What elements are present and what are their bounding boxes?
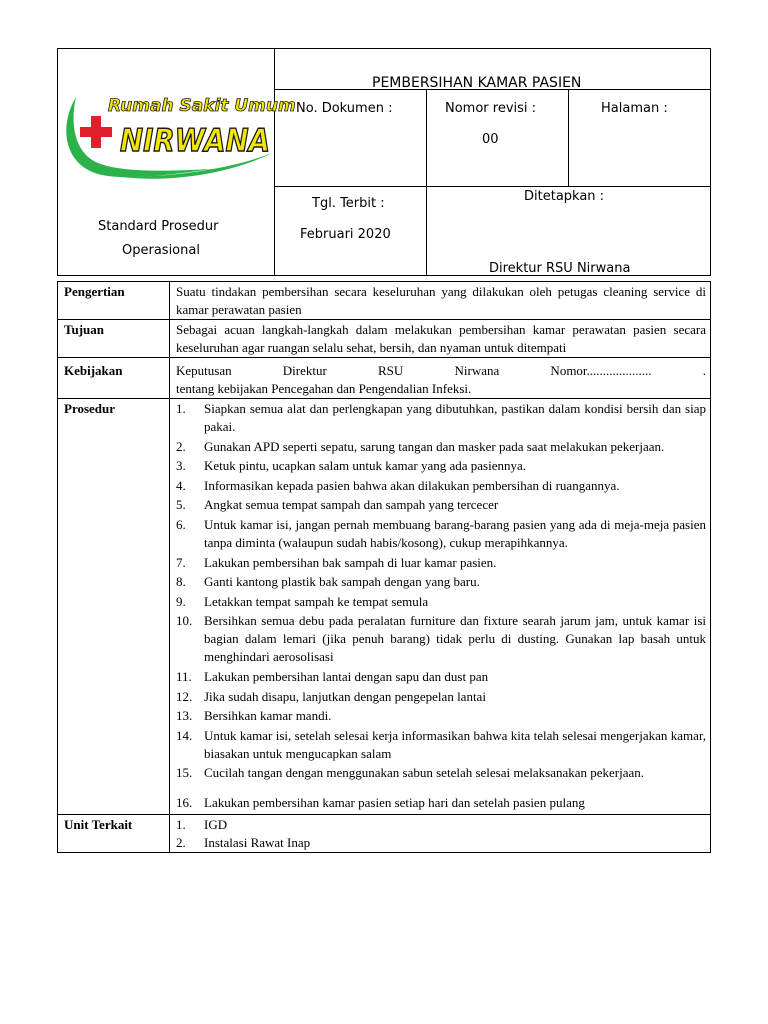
- list-item: [176, 496, 706, 514]
- list-item: [176, 727, 706, 763]
- list-item-number: 15.: [176, 765, 193, 781]
- list-item-number: 3.: [176, 458, 186, 474]
- list-item-text: Siapkan semua alat dan perlengkapan yang dibutuhkan, pastikan dalam kondisi bersih dan siap pakai.: [204, 401, 706, 434]
- hospital-name-line1: Rumah Sakit Umum: [108, 96, 296, 116]
- list-item: [176, 457, 706, 475]
- list-item-number: 12.: [176, 688, 193, 704]
- kebijakan-label: Kebijakan: [58, 358, 170, 399]
- tgl-terbit-label: Tgl. Terbit :: [312, 196, 385, 211]
- hospital-name-line2: NIRWANA: [120, 123, 270, 159]
- list-item-number: 14.: [176, 727, 193, 743]
- direktur-label: Direktur RSU Nirwana: [489, 261, 631, 276]
- list-item-text: Gunakan APD seperti sepatu, sarung tangan dan masker pada saat melakukan pekerjaan.: [204, 438, 665, 454]
- pengertian-label: Pengertian: [58, 282, 170, 320]
- list-item-text: Angkat semua tempat sampah dan sampah yang tercecer: [204, 497, 499, 513]
- list-item-text: Letakkan tempat sampah ke tempat semula: [204, 593, 429, 609]
- list-item-number: 7.: [176, 554, 186, 570]
- list-item: [176, 688, 706, 706]
- row-prosedur: [58, 399, 711, 815]
- list-item-text: Bersihkan semua debu pada peralatan furniture dan fixture searah jarum jam, untuk kamar isi bagian dalam lemari (jika penuh barang) tidak perlu di dusting. Gunakan lap basah untuk menghindari aerosolisasi: [204, 613, 706, 665]
- prosedur-cell: [170, 399, 711, 815]
- list-item: [176, 707, 706, 725]
- list-item-number: 4.: [176, 477, 186, 493]
- halaman-label: Halaman :: [601, 101, 668, 116]
- list-item-text: Informasikan kepada pasien bahwa akan dilakukan pembersihan di ruangannya.: [204, 477, 620, 493]
- unit-terkait-cell: [170, 814, 711, 852]
- list-item: [176, 834, 706, 852]
- row-pengertian: [58, 282, 711, 320]
- list-item-number: 10.: [176, 613, 193, 629]
- row-unit-terkait: [58, 814, 711, 852]
- list-item-text: Cucilah tangan dengan menggunakan sabun setelah selesai melaksanakan pekerjaan.: [204, 765, 645, 781]
- list-item-number: 2.: [176, 438, 186, 454]
- list-item-text: Lakukan pembersihan kamar pasien setiap hari dan setelah pasien pulang: [204, 795, 585, 811]
- list-item: [176, 668, 706, 686]
- sop-content-table: [57, 281, 711, 853]
- unit-terkait-label: Unit Terkait: [58, 814, 170, 852]
- tujuan-text: Sebagai acuan langkah-langkah dalam melakukan pembersihan kamar perawatan pasien secara keseluruhan agar ruangan selalu sehat, bersih, dan nyaman untuk ditempati: [170, 320, 711, 358]
- list-item-number: 2.: [176, 834, 186, 850]
- list-item-number: 1.: [176, 401, 186, 416]
- list-item: [176, 438, 706, 456]
- list-item: [176, 573, 706, 591]
- list-item: [176, 477, 706, 495]
- list-item-text: Jika sudah disapu, lanjutkan dengan pengepelan lantai: [204, 688, 486, 704]
- list-item: [176, 516, 706, 552]
- tgl-terbit-value: Februari 2020: [300, 227, 391, 242]
- list-item-number: 6.: [176, 516, 186, 532]
- doc-type-line2: Operasional: [122, 243, 200, 258]
- kebijakan-cell: [170, 358, 711, 399]
- doc-type-line1: Standard Prosedur: [98, 219, 219, 234]
- list-item-text: Untuk kamar isi, jangan pernah membuang barang-barang pasien yang ada di meja-meja pasien tanpa diminta (walaupun sudah habis/kosong), cukup merapihkannya.: [204, 516, 706, 550]
- list-item-text: Bersihkan kamar mandi.: [204, 708, 332, 724]
- sop-header: [57, 48, 711, 276]
- prosedur-label: Prosedur: [58, 399, 170, 815]
- nomor-revisi-label: Nomor revisi :: [445, 101, 537, 116]
- list-item-number: 8.: [176, 574, 186, 590]
- nomor-revisi-value: 00: [482, 132, 499, 147]
- prosedur-steps: [176, 400, 706, 812]
- list-item-text: Lakukan pembersihan bak sampah di luar kamar pasien.: [204, 554, 497, 570]
- row-kebijakan: [58, 358, 711, 399]
- list-item: [176, 612, 706, 666]
- list-item-text: Lakukan pembersihan lantai dengan sapu dan dust pan: [204, 668, 489, 684]
- list-item-number: 1.: [176, 816, 186, 832]
- list-item: [176, 554, 706, 572]
- list-item: [176, 816, 706, 834]
- ditetapkan-label: Ditetapkan :: [524, 189, 605, 204]
- list-item: [176, 400, 706, 436]
- document-title: PEMBERSIHAN KAMAR PASIEN: [372, 75, 582, 91]
- pengertian-text: Suatu tindakan pembersihan secara keseluruhan yang dilakukan oleh petugas cleaning service di kamar perawatan pasien: [170, 282, 711, 320]
- list-item: [176, 764, 706, 782]
- list-item-number: 16.: [176, 795, 193, 811]
- row-tujuan: [58, 320, 711, 358]
- kebijakan-line1: Keputusan Direktur RSU Nirwana Nomor.................... .: [176, 363, 706, 378]
- list-item-number: 13.: [176, 708, 193, 724]
- list-item-number: 9.: [176, 593, 186, 609]
- list-item: [176, 593, 706, 611]
- list-item-text: Ketuk pintu, ucapkan salam untuk kamar yang ada pasiennya.: [204, 458, 527, 474]
- list-item-text: Untuk kamar isi, setelah selesai kerja informasikan bahwa kita telah selesai mengerjakan kamar, biasakan untuk mengucapkan salam: [204, 727, 706, 761]
- kebijakan-line2: tentang kebijakan Pencegahan dan Pengendalian Infeksi.: [176, 381, 472, 396]
- list-item-text: Ganti kantong plastik bak sampah dengan yang baru.: [204, 574, 480, 590]
- list-item-number: 11.: [176, 668, 192, 684]
- list-item-number: 5.: [176, 497, 186, 513]
- tujuan-label: Tujuan: [58, 320, 170, 358]
- list-item-text: Instalasi Rawat Inap: [204, 834, 311, 850]
- list-item-text: IGD: [204, 816, 228, 832]
- unit-terkait-list: [176, 816, 706, 852]
- list-item: [176, 794, 706, 812]
- no-dokumen-label: No. Dokumen :: [296, 101, 393, 116]
- hospital-logo: [62, 77, 296, 187]
